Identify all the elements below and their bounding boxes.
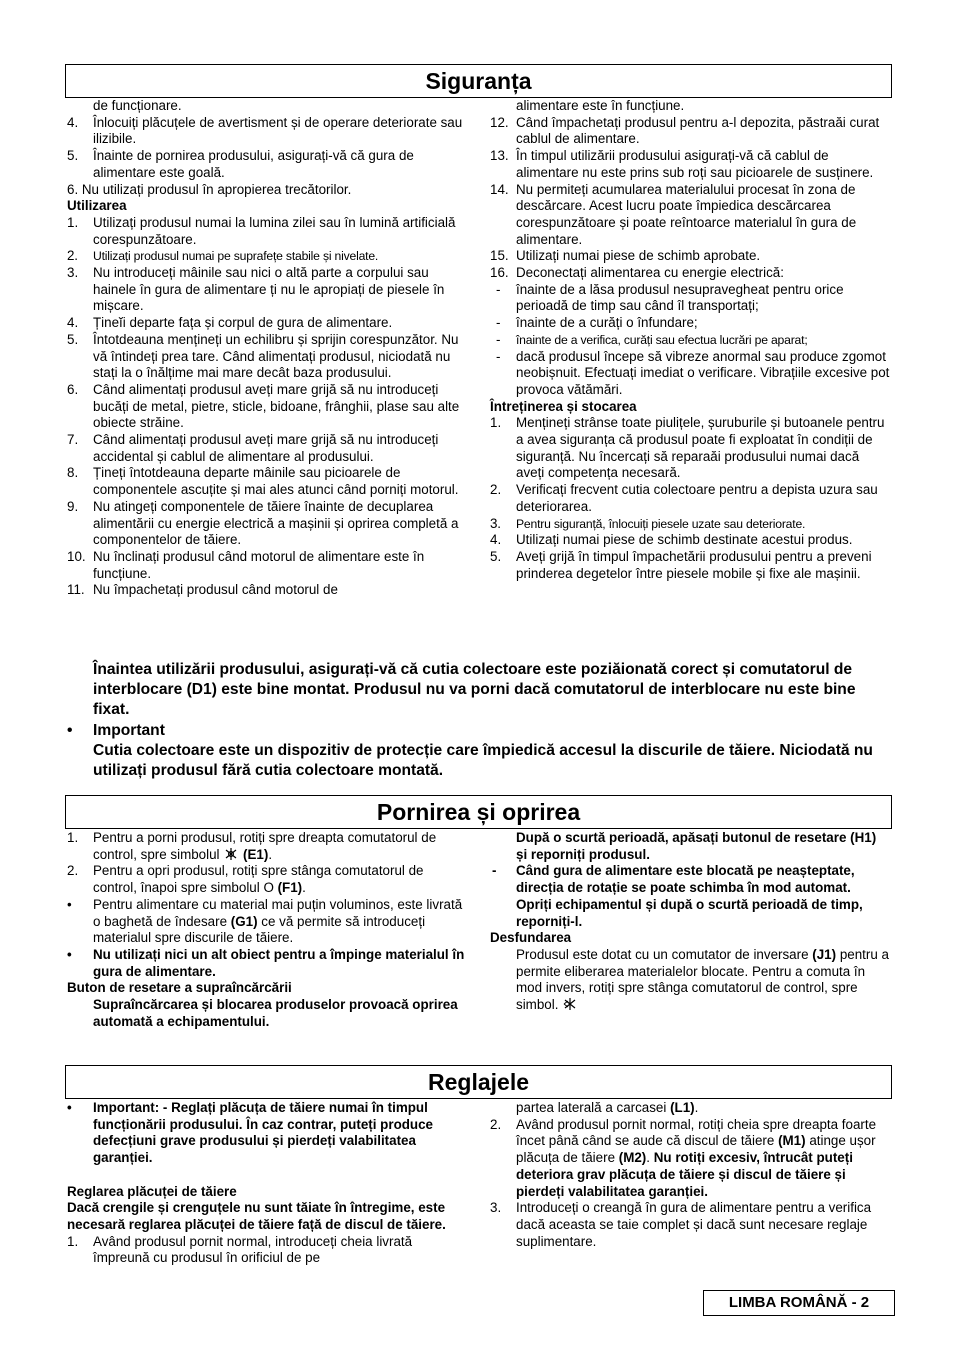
warning-important-bullet: • Important — [67, 721, 165, 739]
warning-block — [67, 660, 893, 781]
bullet-item: • Important: - Reglați plăcuța de tăiere numai în timpul funcționării produsului. În caz contrar, puteți produce defecțiuni grave produsului și pierdeți valabilitatea garanției. — [67, 1100, 433, 1166]
text-line: Produsul este dotat cu un comutator de inversare (J1) pentru a permite eliberarea materialelor blocate. Pentru a comuta în mod invers, rotiți spre stânga comutatorul de control, spre simbol. — [516, 946, 889, 1013]
rotate-left-symbol-icon — [562, 997, 578, 1011]
page-footer: LIMBA ROMÂNĂ - 2 — [703, 1290, 895, 1316]
subheading-intretinerea: Întreținerea și stocarea — [490, 398, 637, 414]
list-item: 1. Având produsul pornit normal, introduceți cheia livrată împreună cu produsul în orificiul de pe — [67, 1233, 413, 1266]
bullet-item: • Nu utilizați nici un alt obiect pentru a împinge materialul în gura de alimentare. — [67, 946, 465, 979]
siguranta-left-column — [67, 98, 467, 599]
list-item: 4. Țineĭi departe fața și corpul de gura de alimentare. — [67, 315, 393, 331]
list-item: 5. Înainte de pornirea produsului, asigurați-vă că gura de alimentare este goală. — [67, 148, 414, 180]
warning-text: Cutia colectoare este un dispozitiv de protecție care împiedică accesul la discurile de tăiere. Niciodată nu utilizați produsul fără cutia colectoare montată. — [93, 741, 873, 780]
subheading-reglarea: Reglarea plăcuței de tăiere — [67, 1183, 237, 1199]
dash-item: - Când gura de alimentare este blocată pe neașteptate, direcția de rotație se poate schimba în mod automat. Opriți echipamentul și după o scurtă perioadă de timp, reporniți-l. — [492, 863, 863, 929]
dash-item: - înainte de a lăsa produsul nesupravegheat pentru orice perioadă de timp sau când îl transportați; — [496, 281, 844, 314]
list-item: 1. Utilizați produsul numai la lumina zilei sau în lumină artificială corespunzătoare. — [67, 214, 456, 247]
text-line: partea laterală a carcasei (L1). — [516, 1100, 699, 1115]
list-item: 1. Mențineți strânse toate piulițele, șuruburile și butoanele pentru a avea siguranța că produsul poate fi exploatat în condiții de siguranță. Nu încercați să reparaăi produsului numai dacă aveți competența necesară. — [490, 415, 885, 481]
bullet-item: • Pentru alimentare cu material mai puțin voluminos, este livrată o baghetă de îndesare (G1) ce vă permite să introduceți materialul spre discurile de tăiere. — [67, 896, 463, 946]
siguranta-right-column — [490, 98, 890, 582]
section-title-siguranta: Siguranța — [65, 64, 892, 98]
spacer — [67, 1167, 467, 1184]
text-line: 6. Nu utilizați produsul în apropierea trecătorilor. — [67, 181, 352, 197]
text-line: de funcționare. — [93, 98, 182, 113]
list-item: 11. Nu împachetați produsul când motorul de — [67, 582, 338, 598]
list-item: 16. Deconectați alimentarea cu energie electrică: — [490, 265, 784, 281]
reglajele-right-column — [490, 1100, 890, 1250]
list-item: 4. Utilizați numai piese de schimb destinate acestui produs. — [490, 532, 853, 548]
text-line: Dacă crengile și crenguțele nu sunt tăiate în întregime, este necesară reglarea plăcuței de tăiere față de discul de tăiere. — [67, 1200, 446, 1232]
list-item: 2. Verificați frecvent cutia colectoare pentru a depista uzura sau deteriorarea. — [490, 482, 878, 514]
list-item: 3. Pentru siguranță, înlocuiți piesele uzate sau deteriorate. — [490, 515, 806, 531]
section-title-pornirea: Pornirea și oprirea — [65, 795, 892, 829]
list-item: 3. Introduceți o creangă în gura de alimentare pentru a verifica dacă aceasta se taie complet și dacă sunt necesare reglaje suplimentare. — [490, 1200, 872, 1249]
dash-item: - înainte de a curăți o înfundare; — [496, 315, 698, 331]
list-item: 2. Pentru a opri produsul, rotiți spre stânga comutatorul de control, înapoi spre simbolul O (F1). — [67, 863, 424, 896]
text-line: Supraîncărcarea și blocarea produselor provoacă oprirea automată a echipamentului. — [93, 997, 458, 1029]
list-item: 8. Țineți întotdeauna departe mâinile sau picioarele de componentele ascuțite și mai ales atunci când porniți motorul. — [67, 465, 459, 498]
reglajele-left-column — [67, 1100, 467, 1267]
list-item: 15. Utilizați numai piese de schimb aprobate. — [490, 248, 761, 264]
text-line: După o scurtă perioadă, apăsați butonul de resetare (H1) și reporniți produsul. — [516, 830, 877, 862]
list-item: 4. Înlocuiți plăcuțele de avertisment și de operare deteriorate sau ilizibile. — [67, 114, 463, 147]
list-item: 2. Utilizați produsul numai pe suprafețe stabile și nivelate. — [67, 248, 379, 264]
pornirea-left-column — [67, 830, 467, 1030]
warning-text: Înaintea utilizării produsului, asigurați-vă că cutia colectoare este poziăionată corect și comutatorul de interblocare (D1) este bine montat. Produsul nu va porni dacă comutatorul de interblocare nu este bine fixat. — [93, 661, 856, 719]
list-item: 7. Când alimentați produsul aveți mare grijă să nu introduceți accidental și cablul de alimentare al produsului. — [67, 432, 439, 464]
subheading-utilizarea: Utilizarea — [67, 198, 127, 214]
list-item: 3. Nu introduceți mâinile sau nici o altă parte a corpului sau hainele în gura de alimentare ți nu le apropiați de piesele în mișcare. — [67, 265, 445, 314]
subheading-desfundarea: Desfundarea — [490, 930, 572, 946]
text-line: alimentare este în funcțiune. — [516, 98, 685, 113]
list-item: 14. Nu permiteți acumularea materialului procesat în zona de descărcare. Acest lucru poate împiedica descărcarea corespunzătoare și poate reîntoarce materialul în gura de alimentare. — [490, 181, 857, 247]
list-item: 5. Întotdeauna mențineți un echilibru și sprijin corespunzător. Nu vă întindeți prea tare. Când alimentați produsul, niciodată nu stați la o înălțime mai mare decât baza produsului. — [67, 331, 459, 381]
list-item: 2. Având produsul pornit normal, rotiți cheia spre dreapta foarte încet până când se aude că discul de tăiere (M1) atinge ușor plăcuța de tăiere (M2). Nu rotiți excesiv, întrucât puteți deteriora grav plăcuța de tăiere și discul de tăiere și pierdeți valabilitatea garanției. — [490, 1116, 877, 1199]
dash-item: - înainte de a verifica, curăți sau efectua lucrări pe aparat; — [496, 331, 808, 347]
list-item: 5. Aveți grijă în timpul împachetării produsului pentru a preveni prinderea degetelor între piesele mobile și fixe ale mașinii. — [490, 548, 872, 581]
list-item: 9. Nu atingeți componentele de tăiere înainte de decuplarea alimentării cu energie electrică a mașinii și oprirea completă a componentelor de tăiere. — [67, 498, 459, 548]
list-item: 13. În timpul utilizării produsului asigurați-vă că cablul de alimentare nu este prins sub roți sau picioarele de susținere. — [490, 148, 874, 180]
list-item: 1. Pentru a porni produsul, rotiți spre dreapta comutatorul de control, spre simbolul (E1). — [67, 830, 437, 862]
section-title-reglajele: Reglajele — [65, 1065, 892, 1099]
list-item: 6. Când alimentați produsul aveți mare grijă să nu introduceți bucăți de metal, pietre, sticle, bidoane, frânghii, plase sau alte obiecte străine. — [67, 381, 460, 431]
pornirea-right-column — [490, 830, 890, 1014]
subheading-buton-resetare: Buton de resetare a supraîncărcării — [67, 980, 292, 996]
list-item: 10. Nu înclinați produsul când motorul de alimentare este în funcțiune. — [67, 548, 425, 581]
rotate-right-symbol-icon — [223, 847, 239, 861]
list-item: 12. Când împachetați produsul pentru a-l depozita, păstraăi curat cablul de alimentare. — [490, 114, 880, 147]
dash-item: - dacă produsul începe să vibreze anormal sau produce zgomot neobișnuit. Efectuați imediat o verificare. Vibrațiile excesive pot provoca vătămări. — [496, 348, 890, 397]
